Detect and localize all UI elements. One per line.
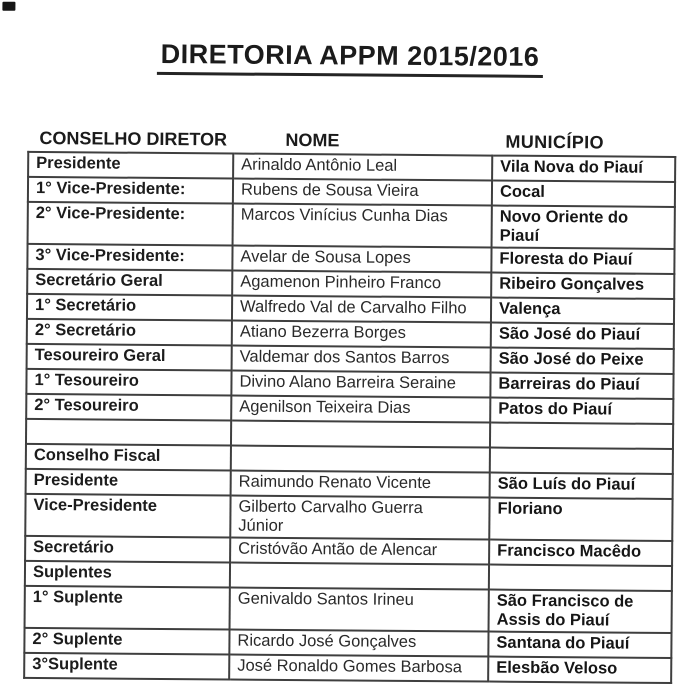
municipio-cell [489,565,672,591]
diretoria-table [23,151,676,684]
cargo-cell [26,419,231,446]
nome-cell: Agenilson Teixeira Dias [231,396,490,423]
nome-cell: Atiano Bezerra Borges [232,321,491,348]
cargo-cell: 2° Secretário [27,319,232,346]
cargo-cell: 1° Vice-Presidente: [28,177,233,204]
nome-cell: Walfredo Val de Carvalho Filho [232,296,491,323]
municipio-cell: São José do Peixe [491,348,674,374]
table-row [25,586,672,633]
municipio-cell [490,423,673,449]
cargo-cell: Presidente [28,152,233,179]
municipio-cell: Patos do Piauí [490,398,673,424]
cargo-cell: Presidente [26,469,231,496]
nome-cell: Marcos Vinícius Cunha Dias [233,204,492,248]
nome-cell: Divino Alano Barreira Seraine [231,371,490,398]
municipio-cell: Floriano [489,498,672,541]
nome-cell: José Ronaldo Gomes Barbosa [229,655,488,682]
municipio-cell: Elesbão Veloso [488,657,671,683]
nome-cell [231,421,490,448]
cargo-cell: 1° Suplente [25,586,230,630]
municipio-cell: Santana do Piauí [488,632,671,658]
municipio-cell: Valença [491,298,674,324]
cargo-cell: 1° Tesoureiro [26,369,231,396]
municipio-cell: São Francisco de Assis do Piauí [489,590,672,633]
nome-cell: Genivaldo Santos Irineu [230,588,489,632]
cargo-cell: Tesoureiro Geral [27,344,232,371]
municipio-cell: Novo Oriente do Piauí [492,206,675,249]
page-title-text: DIRETORIA APPM 2015/2016 [157,39,544,78]
table-row [25,494,672,541]
page-title [0,38,700,79]
municipio-cell: Ribeiro Gonçalves [491,273,674,299]
nome-cell [231,446,490,473]
municipio-cell: São Luís do Piauí [490,473,673,499]
cargo-cell: Conselho Fiscal [26,444,231,471]
municipio-cell: Floresta do Piauí [491,248,674,274]
cargo-cell: 2° Vice-Presidente: [28,202,233,246]
nome-cell: Ricardo José Gonçalves [229,630,488,657]
nome-cell: Gilberto Carvalho Guerra Júnior [230,496,489,540]
municipio-cell: Francisco Macêdo [489,540,672,566]
municipio-cell: São José do Piauí [491,323,674,349]
municipio-cell: Vila Nova do Piauí [492,156,675,182]
nome-cell: Raimundo Renato Vicente [231,471,490,498]
diretoria-table-body [24,152,675,683]
column-header-nome: NOME [285,129,340,151]
cargo-cell: 3° Vice-Presidente: [27,244,232,271]
nome-cell: Cristóvão Antão de Alencar [230,538,489,565]
scan-artifact-mark [2,2,15,11]
column-header-municipio: MUNICÍPIO [505,131,605,153]
column-header-conselho-diretor: CONSELHO DIRETOR [39,127,228,150]
cargo-cell: 1° Secretário [27,294,232,321]
cargo-cell: 2° Suplente [24,628,229,655]
cargo-cell: Secretário Geral [27,269,232,296]
municipio-cell: Cocal [492,181,675,207]
table-row [28,202,675,249]
municipio-cell [490,448,673,474]
table-row [24,653,671,683]
nome-cell: Avelar de Sousa Lopes [232,246,491,273]
cargo-cell: Secretário [25,536,230,563]
nome-cell: Arinaldo Antônio Leal [233,154,492,181]
municipio-cell: Barreiras do Piauí [490,373,673,399]
cargo-cell: Suplentes [25,561,230,588]
cargo-cell: 2° Tesoureiro [26,394,231,421]
nome-cell [230,563,489,590]
nome-cell: Rubens de Sousa Vieira [233,179,492,206]
cargo-cell: Vice-Presidente [25,494,230,538]
nome-cell: Valdemar dos Santos Barros [232,346,491,373]
cargo-cell: 3°Suplente [24,653,229,680]
nome-cell: Agamenon Pinheiro Franco [232,271,491,298]
